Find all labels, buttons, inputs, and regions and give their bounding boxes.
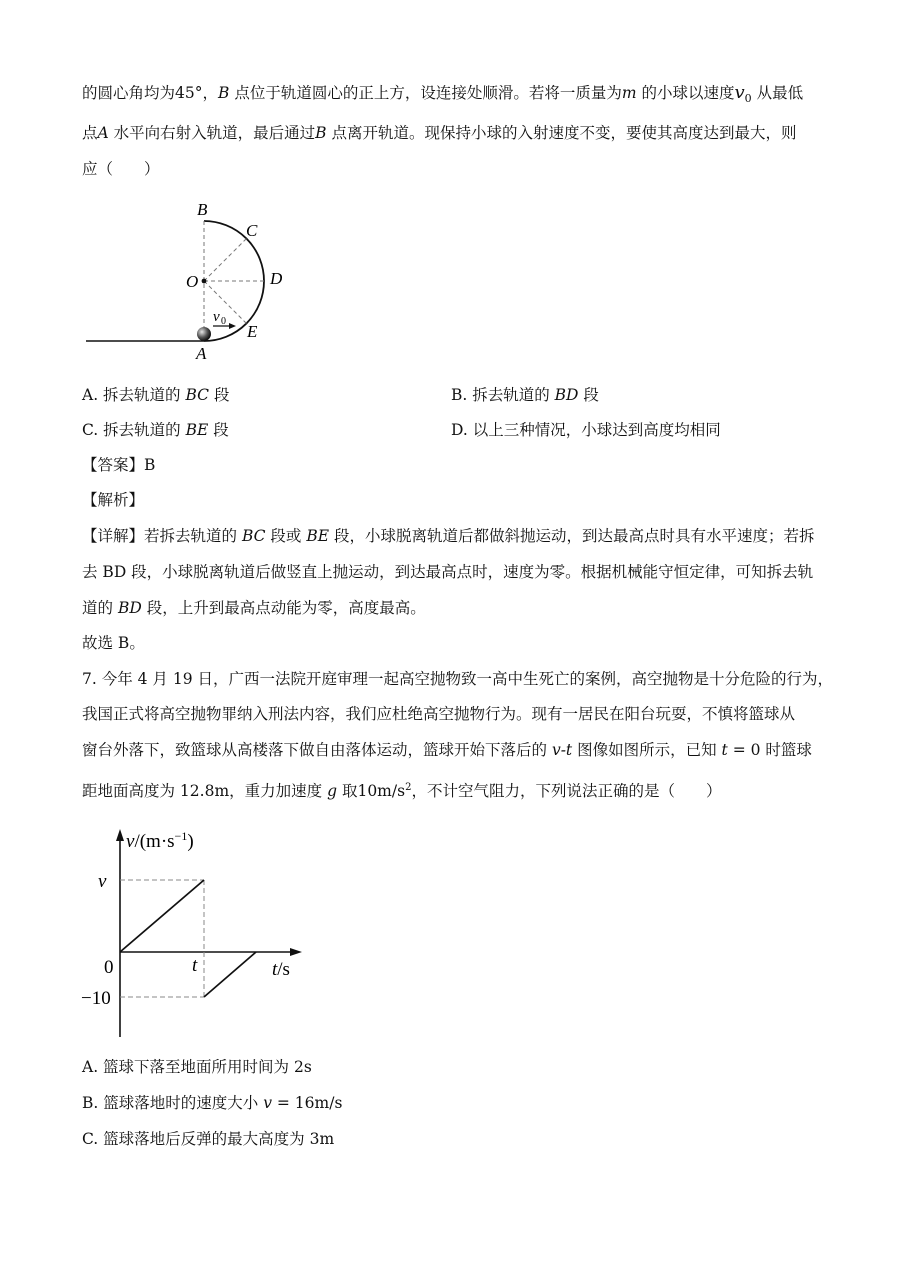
option-segment: BC — [185, 386, 210, 404]
option-text: B. 拆去轨道的 — [451, 386, 555, 404]
detail-text: 道的 — [82, 599, 118, 617]
q7-accel-sup: 2 — [405, 782, 412, 793]
label-v0: v — [213, 309, 220, 325]
label-neg10: −10 — [81, 988, 111, 1009]
x-axis-arrowhead — [290, 948, 302, 956]
label-b: B — [197, 200, 208, 219]
rebound-segment — [204, 952, 256, 997]
q7-text: 7. 今年 4 月 19 日，广西一法院开庭审理一起高空抛物致一高中生死亡的案例，高空抛物是十分危险的行为， — [82, 670, 834, 688]
q6-point-b: B — [315, 124, 327, 142]
label-o: O — [186, 272, 199, 291]
q7-vt: v-t — [551, 741, 573, 759]
velocity-arrowhead — [229, 323, 236, 329]
detail-text: 段或 — [265, 527, 307, 545]
option-text: D. 以上三种情况，小球达到高度均相同 — [451, 421, 721, 439]
q6-angle: 45° — [175, 84, 203, 102]
label-a: A — [196, 344, 207, 363]
q6-stem-text: 应（ ） — [82, 160, 160, 178]
q6-stem-line-1 — [82, 83, 803, 109]
q6-option-a — [82, 385, 229, 405]
option-text: B. 篮球落地时的速度大小 — [82, 1094, 264, 1112]
analysis-text: 【解析】 — [82, 491, 145, 509]
option-text: C. 拆去轨道的 — [82, 421, 186, 439]
option-text: 段 — [578, 386, 599, 404]
center-point — [202, 279, 207, 284]
option-text: A. 拆去轨道的 — [82, 386, 186, 404]
q7-text: 距地面高度为 12.8m，重力加速度 — [82, 782, 328, 801]
q6-stem-text: 点离开轨道。现保持小球的入射速度不变，要使其高度达到最大，则 — [326, 124, 797, 142]
q7-text: 图像如图所示，已知 — [572, 741, 722, 759]
option-segment: BE — [185, 421, 209, 439]
q6-stem-text: ， — [202, 84, 219, 102]
q7-option-a — [82, 1057, 312, 1077]
q6-mass-m: m — [621, 84, 637, 102]
label-t: t — [192, 955, 198, 976]
q6-detail-line-2 — [82, 562, 813, 582]
option-symbol: v — [263, 1094, 272, 1112]
q6-stem-text: 点 — [82, 124, 98, 142]
q7-t: t — [721, 741, 728, 759]
q7-g: g — [327, 782, 338, 801]
q6-stem-line-3 — [82, 159, 160, 179]
q6-stem-text: 点位于轨道圆心的正上方，设连接处顺滑。若将一质量为 — [229, 84, 622, 102]
q7-vt-graph — [76, 825, 316, 1045]
x-axis-label: t/s — [272, 959, 290, 980]
detail-text: 去 BD 段，小球脱离轨道后做竖直上抛运动，到达最高点时，速度为零。根据机械能守恒定律，可知拆去轨 — [82, 563, 814, 581]
label-v0-sub: 0 — [221, 316, 226, 327]
q7-text: 取 — [337, 782, 358, 801]
detail-segment: BD — [117, 599, 142, 617]
option-text: 段 — [208, 421, 229, 439]
label-origin: 0 — [104, 957, 114, 978]
option-segment: BD — [554, 386, 579, 404]
q7-text: 我国正式将高空抛物罪纳入刑法内容，我们应杜绝高空抛物行为。现有一居民在阳台玩耍，不慎将篮球从 — [82, 705, 796, 723]
detail-segment: BC — [241, 527, 266, 545]
option-text: C. 篮球落地后反弹的最大高度为 3m — [82, 1130, 335, 1148]
q6-stem-line-2 — [82, 123, 796, 143]
q7-option-c — [82, 1129, 334, 1149]
label-c: C — [246, 221, 258, 240]
q7-stem-line-1 — [82, 669, 833, 689]
q7-text: = 0 时篮球 — [727, 741, 812, 759]
q6-stem-text: 的小球以速度 — [636, 84, 735, 102]
q6-stem-text: 的圆心角均为 — [82, 84, 176, 102]
y-axis-arrowhead — [116, 829, 124, 841]
q7-stem-line-2 — [82, 704, 795, 724]
q6-stem-text: 从最低 — [751, 84, 804, 102]
detail-segment: BE — [306, 527, 330, 545]
label-e: E — [247, 322, 258, 341]
q6-answer — [82, 455, 155, 475]
q7-text: ，不计空气阻力，下列说法正确的是（ ） — [411, 782, 722, 801]
option-text: A. 篮球下落至地面所用时间为 2s — [82, 1058, 312, 1076]
q6-option-b — [451, 385, 599, 405]
q7-stem-line-4 — [82, 778, 721, 801]
q6-velocity-sub: 0 — [744, 92, 752, 106]
q6-analysis-heading — [82, 490, 144, 510]
q6-detail-line-3 — [82, 598, 426, 618]
q6-velocity-v0: v — [734, 82, 745, 103]
q6-conclusion — [82, 633, 145, 653]
q6-stem-text: 水平向右射入轨道，最后通过 — [108, 124, 316, 142]
q6-option-d — [451, 420, 721, 440]
q7-stem-line-3 — [82, 740, 812, 760]
detail-text: 【详解】若拆去轨道的 — [82, 527, 242, 545]
q6-track-figure — [80, 195, 300, 365]
label-d: D — [270, 269, 283, 288]
q6-point-b: B — [218, 84, 230, 102]
q6-option-c — [82, 420, 229, 440]
label-v: v — [98, 871, 107, 892]
conclusion-text: 故选 B。 — [82, 634, 145, 652]
q7-accel-value: 10m/s — [357, 782, 406, 801]
detail-text: 段，上升到最高点动能为零，高度最高。 — [141, 599, 426, 617]
option-text: 段 — [209, 386, 230, 404]
option-text: = 16m/s — [271, 1094, 343, 1112]
fall-segment — [120, 880, 204, 952]
q6-detail-line-1 — [82, 526, 815, 546]
q7-text: 窗台外落下，致篮球从高楼落下做自由落体运动，篮球开始下落后的 — [82, 741, 552, 759]
dashed-radius-oc — [204, 239, 246, 281]
answer-text: 【答案】B — [82, 456, 156, 474]
ball-icon — [197, 327, 211, 341]
q6-point-a: A — [97, 124, 109, 142]
q7-option-b — [82, 1093, 342, 1113]
detail-text: 段，小球脱离轨道后都做斜抛运动，到达最高点时具有水平速度；若拆 — [329, 527, 815, 545]
y-axis-label: $v/(m\cdot s^{-1})$ — [126, 829, 194, 852]
